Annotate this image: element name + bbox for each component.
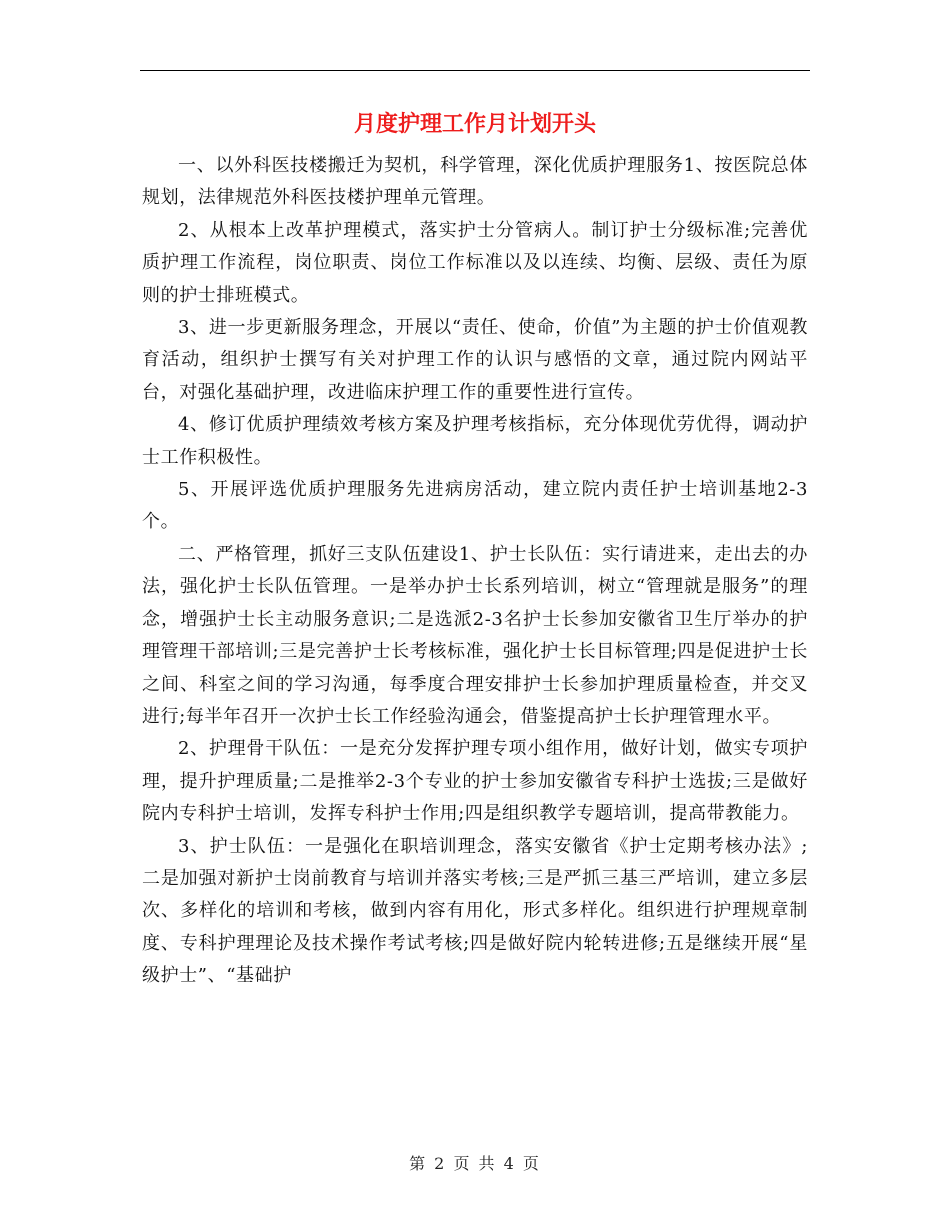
paragraph-4: 4、修订优质护理绩效考核方案及护理考核指标，充分体现优劳优得，调动护士工作积极性。 [142,414,808,468]
paragraph-7: 2、护理骨干队伍：一是充分发挥护理专项小组作用，做好计划，做实专项护理，提升护理质量;二是推举2-3个专业的护士参加安徽省专科护士选拔;三是做好院内专科护士培训，发挥专科护士作用;四是组织教学专题培训，提高带教能力。 [142,738,808,825]
paragraph-1: 一、以外科医技楼搬迁为契机，科学管理，深化优质护理服务1、按医院总体规划，法律规范外科医技楼护理单元管理。 [142,155,808,209]
paragraph-2: 2、从根本上改革护理模式，落实护士分管病人。制订护士分级标准;完善优质护理工作流程，岗位职责、岗位工作标准以及以连续、均衡、层级、责任为原则的护士排班模式。 [142,219,808,306]
paragraph-5: 5、开展评选优质护理服务先进病房活动，建立院内责任护士培训基地2-3个。 [142,479,808,533]
page-footer: 第 2 页 共 4 页 [409,1154,541,1173]
paragraph-8: 3、护士队伍：一是强化在职培训理念，落实安徽省《护士定期考核办法》;二是加强对新护士岗前教育与培训并落实考核;三是严抓三基三严培训，建立多层次、多样化的培训和考核，做到内容有用化，形式多样化。组织进行护理规章制度、专科护理理论及技术操作考试考核;四是做好院内轮转进修;五是继续开展“星级护士”、“基础护 [142,835,808,987]
page-title: 月度护理工作月计划开头 [353,112,596,137]
header-rule [140,70,810,71]
document-body [142,150,808,993]
paragraph-6: 二、严格管理，抓好三支队伍建设1、护士长队伍：实行请进来，走出去的办法，强化护士长队伍管理。一是举办护士长系列培训，树立“管理就是服务”的理念，增强护士长主动服务意识;二是选派2-3名护士长参加安徽省卫生厅举办的护理管理干部培训;三是完善护士长考核标准，强化护士长目标管理;四是促进护士长之间、科室之间的学习沟通，每季度合理安排护士长参加护理质量检查，并交叉进行;每半年召开一次护士长工作经验沟通会，借鉴提高护士长护理管理水平。 [142,543,808,727]
paragraph-3: 3、进一步更新服务理念，开展以“责任、使命，价值”为主题的护士价值观教育活动，组织护士撰写有关对护理工作的认识与感悟的文章，通过院内网站平台，对强化基础护理，改进临床护理工作的重要性进行宣传。 [142,317,808,403]
